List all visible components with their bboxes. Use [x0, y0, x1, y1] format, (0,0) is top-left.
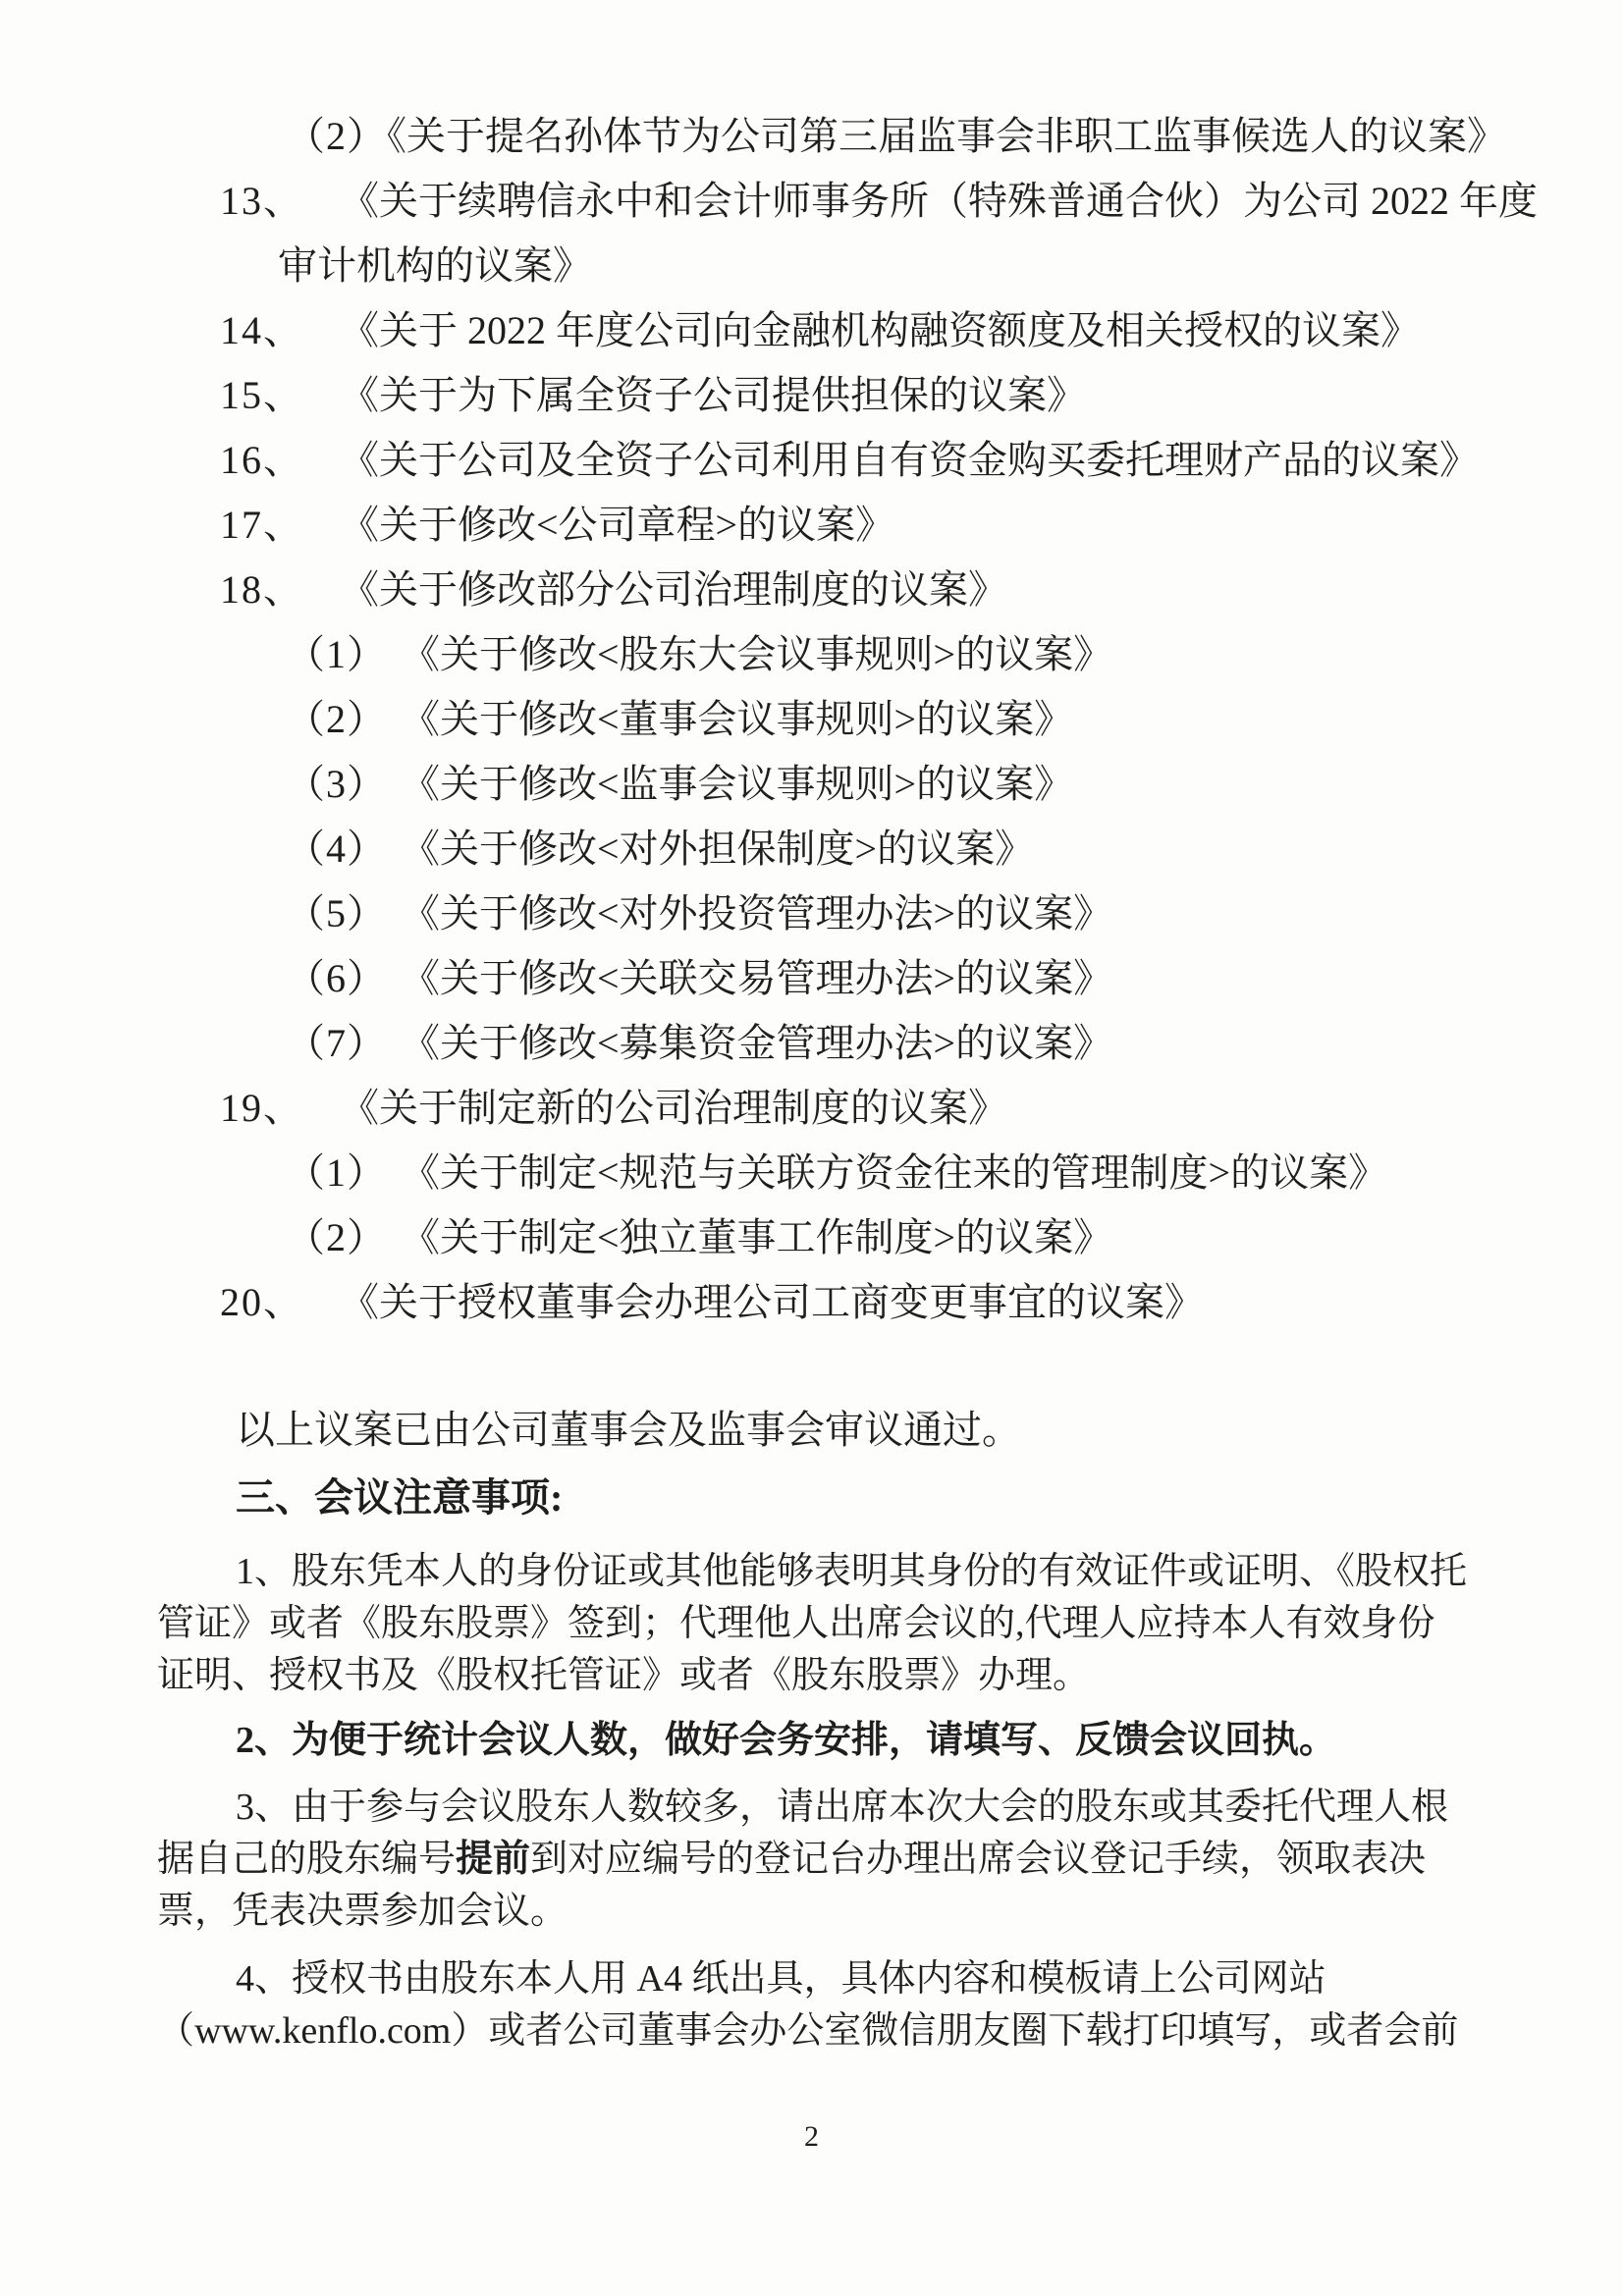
note-line: 管证》或者《股东股票》签到；代理他人出席会议的,代理人应持本人有效身份: [157, 1603, 1435, 1644]
proposal-text: 《关于修改<监事会议事规则>的议案》: [401, 762, 1074, 806]
proposal-row: [0, 752, 1623, 817]
proposal-number: 18、: [220, 567, 304, 612]
proposal-text: 《关于修改<公司章程>的议案》: [340, 503, 895, 547]
proposal-row: [0, 1141, 1623, 1205]
proposal-text: 《关于制定<独立董事工作制度>的议案》: [401, 1215, 1113, 1259]
note-paragraph-2: [0, 1715, 1623, 1767]
note-line: 4、授权书由股东本人用 A4 纸出具，具体内容和模板请上公司网站: [236, 1958, 1326, 2000]
proposal-row: [0, 1270, 1623, 1335]
proposal-row: [0, 493, 1623, 558]
proposal-text: 《关于为下属全资子公司提供担保的议案》: [340, 373, 1086, 417]
note-line: （www.kenflo.com）或者公司董事会办公室微信朋友圈下载打印填写，或者会前: [157, 2010, 1459, 2052]
proposal-text: 《关于提名孙体节为公司第三届监事会非职工监事候选人的议案》: [387, 114, 1506, 158]
proposal-row: [0, 1205, 1623, 1270]
note-text: 据自己的股东编号: [157, 1839, 457, 1880]
proposal-number: 15、: [220, 373, 304, 417]
note-line: 证明、授权书及《股权托管证》或者《股东股票》办理。: [157, 1655, 1091, 1696]
proposal-row-continuation: [0, 234, 1623, 298]
proposal-text: 《关于 2022 年度公司向金融机构融资额度及相关授权的议案》: [340, 308, 1420, 352]
proposal-row: [0, 946, 1623, 1011]
proposal-text: 《关于续聘信永中和会计师事务所（特殊普通合伙）为公司 2022 年度: [340, 179, 1538, 223]
proposal-row: [0, 428, 1623, 493]
proposal-number: 17、: [220, 503, 304, 547]
proposal-number: 20、: [220, 1280, 304, 1324]
closing-statement: 以上议案已由公司董事会及监事会审议通过。: [236, 1408, 1021, 1452]
proposal-number: （1）: [286, 1150, 387, 1195]
proposal-row: [0, 687, 1623, 752]
proposal-number: （4）: [286, 827, 387, 871]
proposal-row: [0, 558, 1623, 622]
proposal-text: 《关于修改<董事会议事规则>的议案》: [401, 697, 1074, 741]
proposal-text: 《关于修改<股东大会议事规则>的议案》: [401, 632, 1113, 676]
proposal-text: 《关于制定新的公司治理制度的议案》: [340, 1086, 1007, 1130]
proposal-number: （6）: [286, 956, 387, 1000]
proposal-number: （2）: [286, 1215, 387, 1259]
note-line: 3、由于参与会议股东人数较多，请出席本次大会的股东或其委托代理人根: [236, 1787, 1449, 1828]
proposal-number: （2）: [286, 697, 387, 741]
note-paragraph-3: [0, 1782, 1623, 1938]
proposal-text: 审计机构的议案》: [278, 243, 592, 288]
note-line: 票，凭表决票参加会议。: [157, 1891, 568, 1932]
proposal-text: 《关于修改<对外担保制度>的议案》: [401, 827, 1035, 871]
proposal-row: [0, 817, 1623, 881]
note-line: [0, 1834, 1623, 1886]
note-line: 2、为便于统计会议人数，做好会务安排，请填写、反馈会议回执。: [236, 1720, 1337, 1761]
proposal-text: 《关于授权董事会办理公司工商变更事宜的议案》: [340, 1280, 1204, 1324]
proposal-number: （5）: [286, 891, 387, 935]
proposal-row: [0, 169, 1623, 234]
proposal-row: [0, 1011, 1623, 1076]
note-line: 1、股东凭本人的身份证或其他能够表明其身份的有效证件或证明、《股权托: [236, 1551, 1468, 1592]
proposal-number: （2）: [286, 114, 387, 158]
proposal-row: [0, 363, 1623, 428]
proposal-number: 13、: [220, 179, 304, 223]
proposal-number: （7）: [286, 1021, 387, 1065]
proposal-number: （1）: [286, 632, 387, 676]
proposal-number: 14、: [220, 308, 304, 352]
proposal-row: [0, 298, 1623, 363]
proposal-text: 《关于公司及全资子公司利用自有资金购买委托理财产品的议案》: [340, 438, 1479, 482]
note-paragraph-1: [0, 1546, 1623, 1702]
page-number: 2: [804, 2120, 819, 2153]
proposal-text: 《关于修改<对外投资管理办法>的议案》: [401, 891, 1113, 935]
proposal-number: （3）: [286, 762, 387, 806]
proposal-row: [0, 622, 1623, 687]
proposal-number: 19、: [220, 1086, 304, 1130]
proposal-text: 《关于修改部分公司治理制度的议案》: [340, 567, 1007, 612]
proposal-row: [0, 1076, 1623, 1141]
proposal-text: 《关于修改<募集资金管理办法>的议案》: [401, 1021, 1113, 1065]
proposal-number: 16、: [220, 438, 304, 482]
note-text: 到对应编号的登记台办理出席会议登记手续，领取表决: [530, 1839, 1427, 1880]
proposal-text: 《关于修改<关联交易管理办法>的议案》: [401, 956, 1113, 1000]
proposal-row: [0, 881, 1623, 946]
section-heading: 三、会议注意事项:: [236, 1475, 564, 1520]
proposal-row: [0, 104, 1623, 169]
proposal-text: 《关于制定<规范与关联方资金往来的管理制度>的议案》: [401, 1150, 1388, 1195]
note-paragraph-4: [0, 1953, 1623, 2057]
note-text-emphasis: 提前: [456, 1839, 531, 1880]
